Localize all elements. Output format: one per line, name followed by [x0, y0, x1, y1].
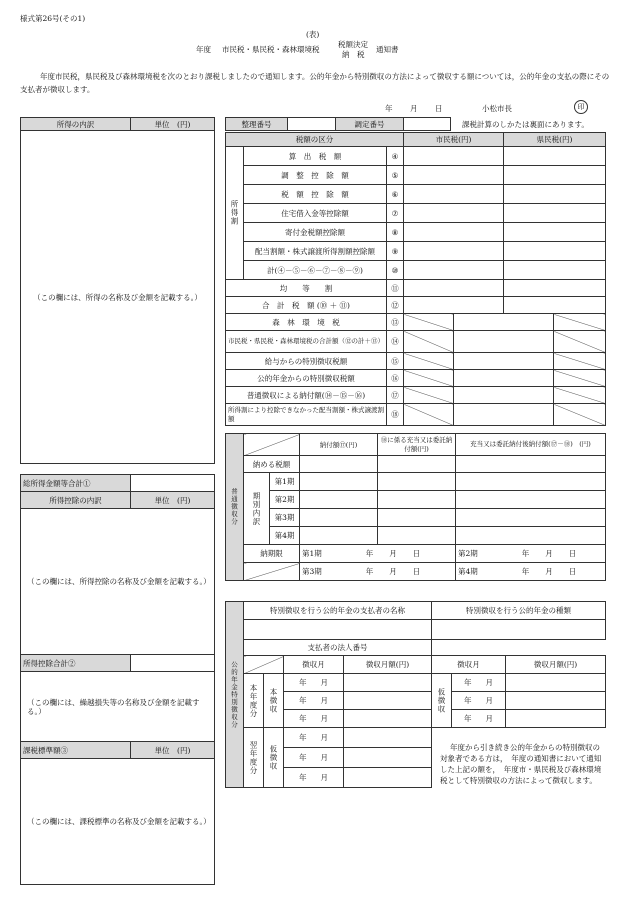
pref-cell — [504, 223, 606, 242]
number-table — [225, 117, 451, 131]
tax-row-no: ⑥ — [387, 185, 404, 204]
period-1: 第1期 — [270, 473, 300, 491]
pension-kind-label: 特別徴収を行う公的年金の種類 — [432, 602, 606, 620]
income-levy-group: 所得割 — [226, 147, 244, 280]
pref-cell — [504, 280, 606, 297]
city-cell — [404, 242, 504, 261]
calc-note: 課税計算のしかたは裏面にあります。 — [462, 120, 589, 129]
diag-cell — [554, 353, 606, 370]
main-collect-label: 本徴収 — [264, 674, 284, 728]
income-table — [20, 117, 215, 464]
sum-cell — [454, 331, 554, 353]
month-cell: 年 月 — [452, 710, 506, 728]
tax-row-label: 計(④－⑤－⑥－⑦－⑧－⑨) — [244, 261, 387, 280]
tax-row-label: 税 額 控 除 額 — [244, 185, 387, 204]
intro-text: 年度市民税，県民税及び森林環境税を次のとおり課税しましたので通知します。公的年金から特別徴収の方法によって徴収する額については，公的年金の支払の際にその支払者が徴収します。 — [20, 72, 610, 94]
tax-row2-no: ⑱ — [387, 404, 404, 426]
city-cell — [404, 185, 504, 204]
city-cell — [404, 261, 504, 280]
pref-cell — [504, 242, 606, 261]
tax-row2-label: 所得割により控除できなかった配当割額・株式譲渡割額 — [226, 404, 387, 426]
corp-no-blank — [432, 640, 606, 656]
pref-cell — [504, 166, 606, 185]
provisional-label-2: 仮徴収 — [264, 728, 284, 788]
ordinary-side-label: 普通徴収分 — [226, 434, 244, 581]
pay-label: 納める税額 — [244, 456, 300, 473]
amount-cell — [344, 692, 432, 710]
deadline-1: 第1期 年 月 日 — [300, 545, 456, 563]
diag-cell — [554, 387, 606, 404]
deadline-label: 納期限 — [244, 545, 300, 563]
city-cell — [404, 147, 504, 166]
month-cell: 年 月 — [284, 728, 344, 748]
title-year: 年度 — [196, 45, 211, 54]
diag-cell — [404, 314, 454, 331]
tax-row2-label: 公的年金からの特別徴収税額 — [226, 370, 387, 387]
col-city: 市民税(円) — [404, 133, 504, 147]
provisional-label: 仮徴収 — [432, 674, 452, 728]
tax-row2-no: ⑮ — [387, 353, 404, 370]
tax-row2-no: ⑭ — [387, 331, 404, 353]
diag-cell — [404, 387, 454, 404]
amount-cell — [344, 768, 432, 788]
corp-no-label: 支払者の法人番号 — [244, 640, 432, 656]
tax-base-label: 課税標準額③ — [21, 742, 131, 759]
sum-cell — [454, 314, 554, 331]
this-year-label: 本年度分 — [244, 674, 264, 728]
pay-v2 — [378, 456, 456, 473]
diag-cell — [554, 404, 606, 426]
tax-row2-no: ⑫ — [387, 297, 404, 314]
ordinary-col2: ⑱に係る充当又は委託納付額(円) — [378, 434, 456, 456]
amount-cell — [344, 728, 432, 748]
tax-row2-no: ⑬ — [387, 314, 404, 331]
month-cell: 年 月 — [452, 674, 506, 692]
loss-note: （この欄には、繰越損失等の名称及び金額を記載する。） — [21, 672, 215, 742]
deduct-total-value — [131, 655, 215, 672]
amount-cell — [344, 710, 432, 728]
deduct-head: 所得控除の内訳 — [21, 492, 131, 509]
ordinary-corner — [244, 434, 300, 456]
month-cell: 年 月 — [284, 748, 344, 768]
ref-no-label: 整理番号 — [226, 118, 288, 131]
pref-cell — [504, 204, 606, 223]
month-col: 徴収月 — [284, 656, 344, 674]
pref-cell — [504, 147, 606, 166]
title-suffix: 通知書 — [376, 45, 399, 54]
pay-v1 — [300, 456, 378, 473]
amount-cell — [344, 674, 432, 692]
col-kind: 税額の区分 — [226, 133, 404, 147]
pension-side-label: 公的年金特別徴収分 — [226, 602, 244, 788]
tax-row2-no: ⑪ — [387, 280, 404, 297]
ordinary-col3: 充当又は委託納付後納付額(⑰－⑱) (円) — [456, 434, 606, 456]
amount-cell — [506, 692, 606, 710]
form-number: 様式第26号(その1) — [20, 14, 86, 23]
cell — [300, 527, 378, 545]
diag-cell — [404, 404, 454, 426]
month-cell: 年 月 — [284, 692, 344, 710]
tax-row-label: 算 出 税 額 — [244, 147, 387, 166]
tax-row2-label: 給与からの特別徴収税額 — [226, 353, 387, 370]
diag-cell — [554, 314, 606, 331]
amount-cell — [344, 748, 432, 768]
deadline-blank — [244, 563, 300, 581]
title-taxes: 市民税・県民税・森林環境税 — [222, 45, 320, 54]
mayor-name: 小松市長 — [482, 104, 512, 113]
tax-row2-label: 普通徴収による納付額(⑭－⑮－⑯) — [226, 387, 387, 404]
diag-cell — [404, 331, 454, 353]
pay-v3 — [456, 456, 606, 473]
pref-cell — [504, 297, 606, 314]
diag-cell — [404, 353, 454, 370]
tax-row-no: ④ — [387, 147, 404, 166]
sum-cell — [454, 370, 554, 387]
tax-row-no: ⑨ — [387, 242, 404, 261]
tax-row-label: 調 整 控 除 額 — [244, 166, 387, 185]
city-cell — [404, 223, 504, 242]
month-cell: 年 月 — [284, 674, 344, 692]
sum-cell — [454, 353, 554, 370]
deadline-4: 第4期 年 月 日 — [456, 563, 606, 581]
ref-no-value — [288, 118, 336, 131]
deadline-2: 第2期 年 月 日 — [456, 545, 606, 563]
cell — [456, 509, 606, 527]
tax-row-label: 配当割額・株式譲渡所得割額控除額 — [244, 242, 387, 261]
date-month: 月 — [410, 104, 418, 113]
total-income-table — [20, 474, 215, 885]
period-group: 期別内訳 — [244, 473, 270, 545]
diag-cell — [404, 370, 454, 387]
sum-cell — [454, 404, 554, 426]
city-cell — [404, 166, 504, 185]
cell — [378, 527, 456, 545]
deduct-total-label: 所得控除合計② — [21, 655, 131, 672]
diag-cell — [554, 331, 606, 353]
tax-row-no: ⑩ — [387, 261, 404, 280]
tax-row2-label: 市民税・県民税・森林環境税の合計額（⑫の計＋⑬） — [226, 331, 387, 353]
title-kind1: 税額決定 — [338, 40, 368, 49]
cell — [300, 509, 378, 527]
tax-no-value — [404, 118, 451, 131]
deduct-note: （この欄には、所得控除の名称及び金額を記載する。） — [21, 509, 215, 655]
period-2: 第2期 — [270, 491, 300, 509]
base-note: （この欄には、課税標準の名称及び金額を記載する。） — [21, 759, 215, 885]
total-income-label: 総所得金額等合計① — [21, 475, 131, 492]
month-cell: 年 月 — [452, 692, 506, 710]
col-pref: 県民税(円) — [504, 133, 606, 147]
cell — [300, 473, 378, 491]
tax-row-no: ⑦ — [387, 204, 404, 223]
diag-cell — [554, 370, 606, 387]
amount-cell — [506, 674, 606, 692]
deduct-unit: 単位 (円) — [131, 492, 215, 509]
cell — [456, 473, 606, 491]
sum-cell — [454, 387, 554, 404]
pension-note: 年度から引き続き公的年金からの特別徴収の対象者である方は， 年度の通知書において通知した上記の額を， 年度市・県民税及び森林環境税として特別徴収の方法によって徴収します。 — [440, 743, 602, 785]
month-cell: 年 月 — [284, 710, 344, 728]
ordinary-col1: 納付額⑰(円) — [300, 434, 378, 456]
cell — [300, 491, 378, 509]
city-cell — [404, 280, 504, 297]
deadline-3: 第3期 年 月 日 — [300, 563, 456, 581]
tax-row2-label: 均 等 割 — [226, 280, 387, 297]
income-head: 所得の内訳 — [21, 118, 131, 131]
city-cell — [404, 297, 504, 314]
payer-name-label: 特別徴収を行う公的年金の支払者の名称 — [244, 602, 432, 620]
side-label: (表) — [306, 30, 320, 39]
tax-no-label: 調定番号 — [336, 118, 404, 131]
amount-col-2: 徴収月額(円) — [506, 656, 606, 674]
title-kind2: 納 税 — [342, 50, 365, 59]
cell — [378, 509, 456, 527]
seal-mark: 印 — [574, 100, 588, 114]
next-year-label: 翌年度分 — [244, 728, 264, 788]
city-cell — [404, 204, 504, 223]
cell — [456, 491, 606, 509]
cell — [378, 491, 456, 509]
pref-cell — [504, 261, 606, 280]
pension-kind-value — [432, 620, 606, 640]
tax-row2-label: 合 計 税 額 (⑩ ＋ ⑪) — [226, 297, 387, 314]
tax-row-no: ⑤ — [387, 166, 404, 185]
tax-row2-no: ⑰ — [387, 387, 404, 404]
tax-row-label: 寄付金税額控除額 — [244, 223, 387, 242]
period-3: 第3期 — [270, 509, 300, 527]
month-cell: 年 月 — [284, 768, 344, 788]
pref-cell — [504, 185, 606, 204]
tax-base-unit: 単位 (円) — [131, 742, 215, 759]
tax-table — [225, 132, 606, 426]
tax-row-no: ⑧ — [387, 223, 404, 242]
cell — [378, 473, 456, 491]
month-col-2: 徴収月 — [432, 656, 506, 674]
tax-row2-label: 森 林 環 境 税 — [226, 314, 387, 331]
date-year: 年 — [385, 104, 393, 113]
pension-corner — [244, 656, 284, 674]
income-note: （この欄には、所得の名称及び金額を記載する。） — [21, 131, 215, 464]
cell — [456, 527, 606, 545]
total-income-value — [131, 475, 215, 492]
period-4: 第4期 — [270, 527, 300, 545]
ordinary-table — [225, 433, 606, 581]
date-day: 日 — [435, 104, 443, 113]
tax-row-label: 住宅借入金等控除額 — [244, 204, 387, 223]
payer-name-value — [244, 620, 432, 640]
tax-row2-no: ⑯ — [387, 370, 404, 387]
income-unit: 単位 (円) — [131, 118, 215, 131]
amount-cell — [506, 710, 606, 728]
amount-col: 徴収月額(円) — [344, 656, 432, 674]
